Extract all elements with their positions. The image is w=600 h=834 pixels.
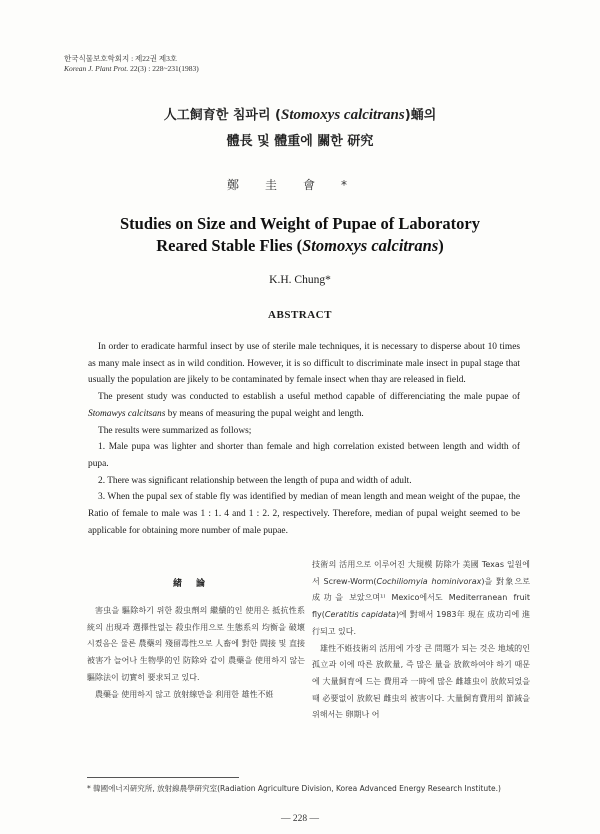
english-title-species: Stomoxys calcitrans <box>302 236 439 255</box>
right-p1-text-3: )에 對해서 1983年 現在 成功리에 進行되고 있다. <box>312 610 531 636</box>
korean-title-text-end: )蛹의 <box>404 108 437 123</box>
right-column-paragraph-2: 雄性不姙技術의 活用에 가장 큰 問題가 되는 것은 地域的인 孤立과 이에 따른 放飮量, 즉 많은 量을 放飮하여야 하기 때문에 大量飼育에 드는 費用과 一時에 많은 雌雄虫이 放飮되었을 때 必要없이 放飮된 雌虫의 被害이다. 大量飼育費用의 節減을 위해서는 卵期나 어 <box>312 643 530 720</box>
journal-volume: 22(3) : 228~231(1983) <box>128 64 199 73</box>
korean-author: 鄭圭會* <box>226 178 373 192</box>
section-heading-introduction: 緒論 <box>172 579 219 589</box>
right-column-paragraph-1 <box>312 557 530 641</box>
footnote: * 韓國에너지硏究所, 放射線農學硏究室(Radiation Agriculture Division, Korea Advanced Energy Research Institute.) <box>87 784 501 793</box>
korean-title-line-2: 體長 및 體重에 關한 研究 <box>226 134 374 149</box>
abstract-p2-text-end: by means of measuring the pupal weight and length. <box>165 408 364 419</box>
abstract-p2-text: The present study was conducted to establish a useful method capable of differenciating the male pupae of <box>98 392 520 403</box>
abstract-result-2: 2. There was significant relationship between the length of pupa and width of adult. <box>98 475 412 486</box>
journal-english-line <box>64 64 199 74</box>
english-title-text: Reared Stable Flies ( <box>156 236 303 255</box>
abstract-paragraph-1: In order to eradicate harmful insect by use of sterile male techniques, it is necessary to disperse about 10 times as many male insect as in wild condition. However, it is so difficult to discriminate male insect in pupal stage that usually the population are jikely to be contaminated by female insect when thay are released in field. <box>88 342 520 386</box>
right-column <box>312 557 530 724</box>
english-title-text-end: ) <box>438 236 444 255</box>
abstract-paragraph-3: The results were summarized as follows; <box>98 425 252 436</box>
english-title-line-2 <box>0 236 600 256</box>
right-p1-species-2: Ceratitis capidata <box>324 610 396 620</box>
footnote-rule <box>87 777 239 778</box>
journal-name: Korean J. Plant Prot. <box>64 64 129 73</box>
left-column-paragraph-1: 害虫을 驅除하기 위한 殺虫劑의 繼續的인 使用은 抵抗性系統의 出現과 選擇性없는 殺虫作用으로 生態系의 均衡을 破壞시켰음은 물론 農藥의 殘留毒性으로 人畜에 對한 間接 및 直接被害가 늘어나 生物學的인 防除와 같이 農藥을 使用하지 않는 驅除法이 切實히 要求되고 있다. <box>87 606 305 682</box>
korean-title-text: 人工飼育한 침파리 ( <box>163 108 281 123</box>
journal-korean-line: 한국식물보호학회지 : 제22권 제3호 <box>64 54 178 63</box>
abstract-heading: ABSTRACT <box>268 309 332 321</box>
left-column-paragraph-2: 農藥을 使用하지 않고 放射線만을 利用한 雄性不姙 <box>95 689 274 699</box>
abstract-p2-species: Stomawys calcitsans <box>88 408 166 419</box>
right-p1-text: 技術의 活用으로 이루어진 大規模 防除가 美國 Texas 일원에서 Screw-Worm( <box>312 560 530 586</box>
right-p1-text-2: )을 對象으로 成功을 보았으며¹⁾ Mexico에서도 Mediterranean fruit fly( <box>312 576 530 620</box>
abstract-body <box>88 339 520 539</box>
journal-citation <box>64 54 199 74</box>
korean-title-species: Stomoxys calcitrans <box>280 107 405 123</box>
english-title-line-1: Studies on Size and Weight of Pupae of Laboratory <box>120 214 480 233</box>
abstract-result-3: 3. When the pupal sex of stable fly was identified by median of mean length and mean weight of the pupae, the Ratio of female to male was 1 : 1. 4 and 1 : 2. 2, respectively. Therefore, median of pupal weight seemed to be applicable for obtaining more number of male pupae. <box>88 492 520 536</box>
english-author: K.H. Chung* <box>269 274 331 286</box>
korean-title-line-1 <box>0 104 600 124</box>
abstract-result-1: 1. Male pupa was lighter and shorter than female and high correlation existed between length and width of pupa. <box>88 442 520 469</box>
right-p1-species-1: Cochiliomyia hominivorax <box>376 576 482 586</box>
left-column <box>87 603 305 703</box>
abstract-paragraph-2 <box>88 389 520 422</box>
page-number: — 228 — <box>281 814 319 824</box>
